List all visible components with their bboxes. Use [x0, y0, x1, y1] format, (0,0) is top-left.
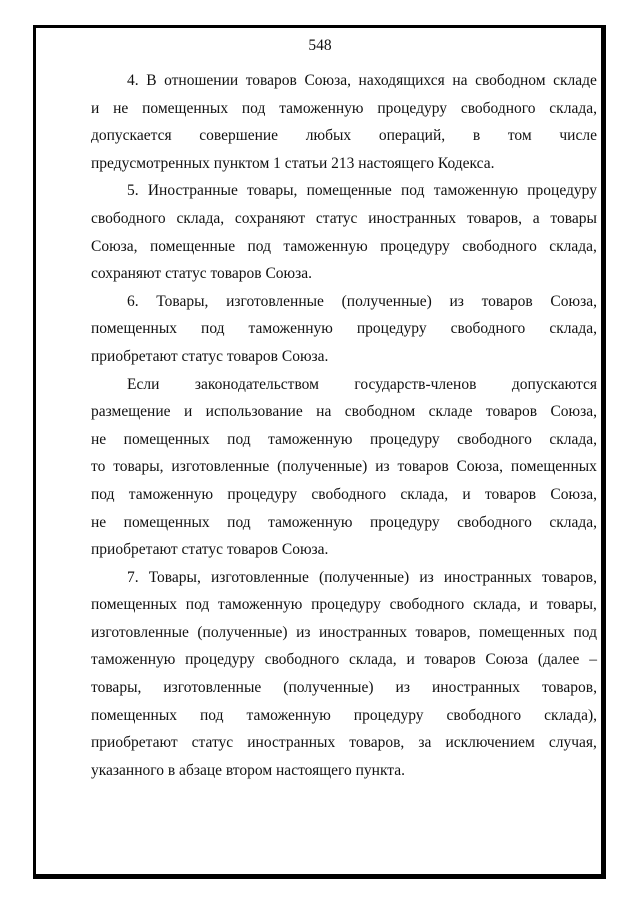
text-line: свободного склада, сохраняют статус иностранных товаров, а товары [91, 209, 597, 227]
text-line: приобретают статус иностранных товаров, за исключением случая, [91, 734, 597, 752]
text-line: товары, изготовленные (полученные) из иностранных товаров, [91, 679, 597, 697]
text-line: помещенных под таможенную процедуру свободного склада, и товары, [91, 596, 597, 614]
text-line: приобретают статус товаров Союза. [91, 541, 329, 559]
paragraph-item-4 [91, 67, 597, 177]
text-line: не помещенных под таможенную процедуру свободного склада, [91, 430, 597, 448]
paragraph-item-6-second-paragraph [91, 371, 597, 564]
text-line: таможенную процедуру свободного склада, и товаров Союза (далее – [91, 651, 597, 669]
text-line: Если законодательством государств-членов допускаются [127, 375, 597, 393]
text-line: 7. Товары, изготовленные (полученные) из иностранных товаров, [127, 568, 597, 586]
text-line: предусмотренных пунктом 1 статьи 213 настоящего Кодекса. [91, 154, 495, 172]
document-body [91, 67, 597, 784]
text-line: приобретают статус товаров Союза. [91, 347, 329, 365]
text-line: Союза, помещенные под таможенную процедуру свободного склада, [91, 237, 597, 255]
page-number: 548 [308, 37, 332, 54]
text-line: 4. В отношении товаров Союза, находящихся на свободном складе [127, 72, 597, 89]
text-line: 6. Товары, изготовленные (полученные) из товаров Союза, [127, 292, 597, 310]
text-line: то товары, изготовленные (полученные) из товаров Союза, помещенных [91, 458, 597, 476]
paragraph-item-6 [91, 288, 597, 371]
text-line: и не помещенных под таможенную процедуру свободного склада, [91, 99, 597, 117]
text-line: размещение и использование на свободном складе товаров Союза, [91, 403, 597, 421]
text-line: допускается совершение любых операций, в том числе [91, 127, 597, 145]
text-line: помещенных под таможенную процедуру свободного склада), [91, 706, 597, 724]
text-line: 5. Иностранные товары, помещенные под таможенную процедуру [127, 182, 597, 200]
paragraph-item-5 [91, 177, 597, 287]
paragraph-item-7 [91, 564, 597, 785]
text-line: сохраняют статус товаров Союза. [91, 265, 313, 283]
text-line: под таможенную процедуру свободного склада, и товаров Союза, [91, 485, 597, 503]
text-line: помещенных под таможенную процедуру свободного склада, [91, 320, 597, 338]
text-line: изготовленные (полученные) из иностранных товаров, помещенных под [91, 623, 597, 641]
text-line: не помещенных под таможенную процедуру свободного склада, [91, 513, 597, 531]
text-line: указанного в абзаце втором настоящего пункта. [91, 761, 406, 779]
